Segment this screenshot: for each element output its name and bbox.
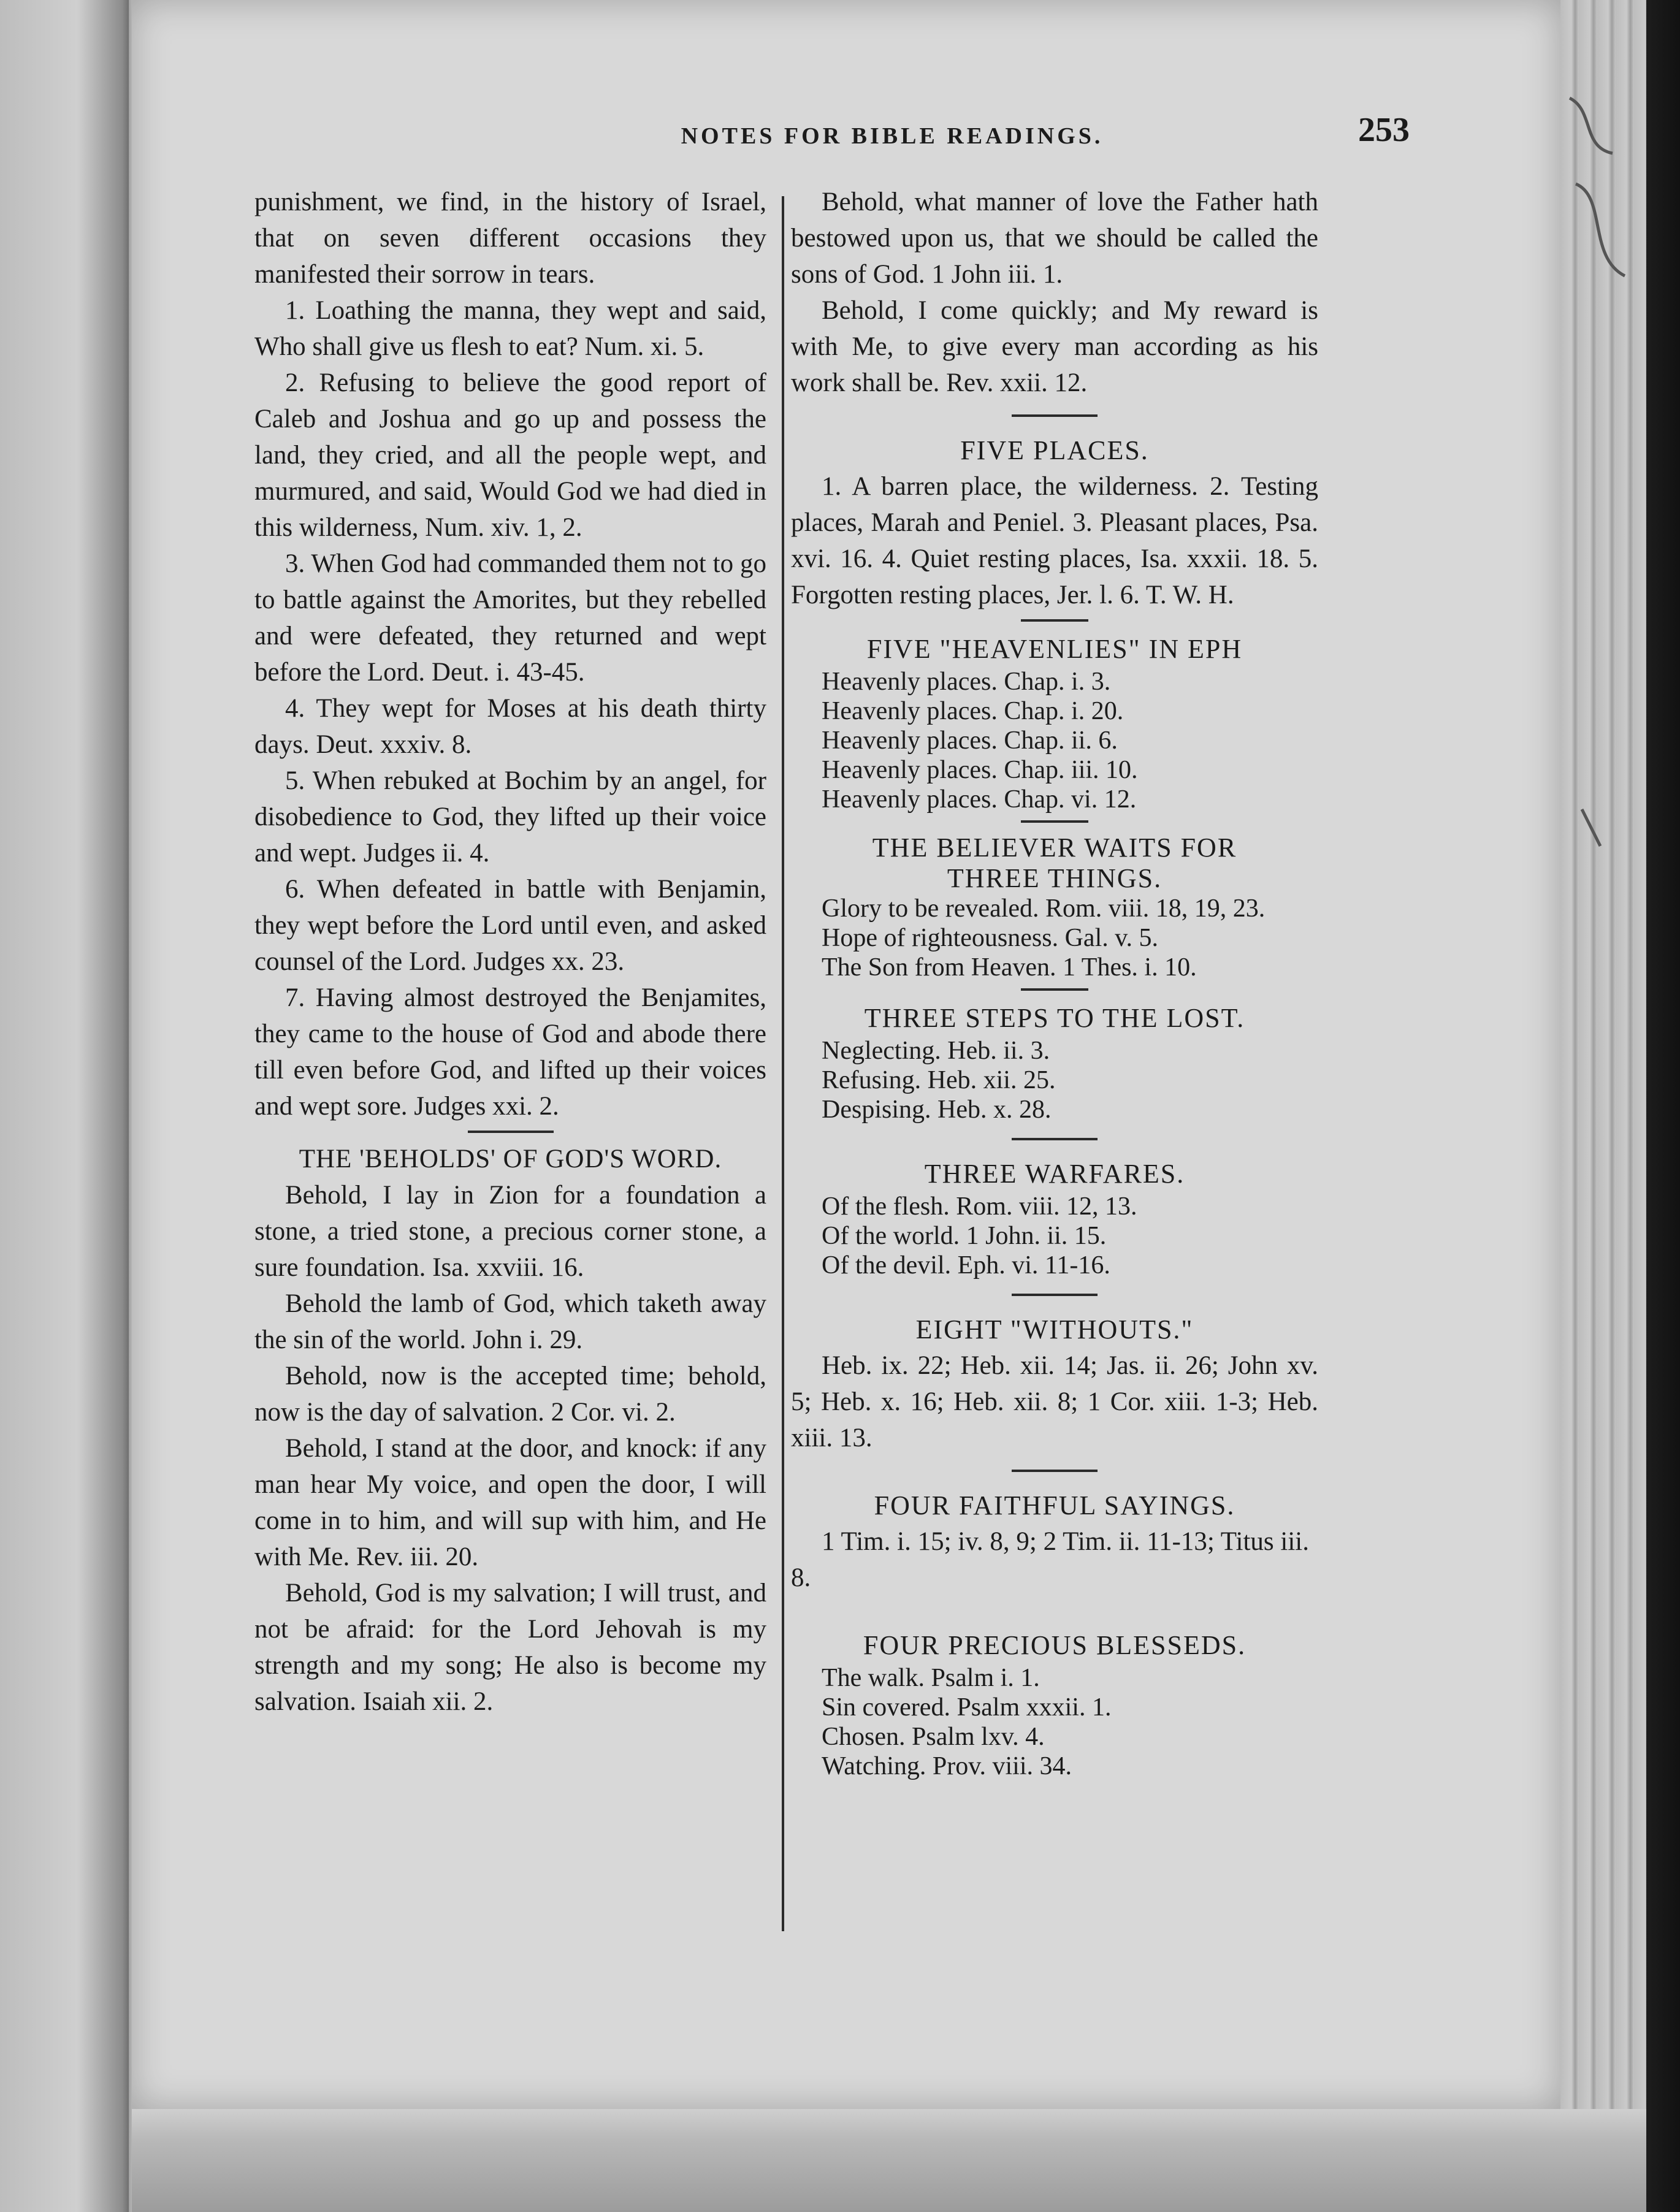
five-places-text: 1. A barren place, the wilderness. 2. Testing places, Marah and Peniel. 3. Pleasant places, Psa. xvi. 16. 4. Quiet resting places, Isa. xxxii. 18. 5. Forgotten resting places, Jer. l. 6. T. W. H. — [791, 472, 1318, 609]
beholds-heading: THE 'BEHOLDS' OF GOD'S WORD. — [299, 1145, 722, 1173]
three-warfares-line: Of the world. 1 John. ii. 15. — [822, 1222, 1107, 1250]
behold-verse: Behold, what manner of love the Father hath bestowed upon us, that we should be called the sons of God. 1 John iii. 1. — [791, 188, 1318, 289]
faithful-sayings-heading: FOUR FAITHFUL SAYINGS. — [874, 1490, 1235, 1520]
behold-verse: Behold, now is the accepted time; behold, now is the day of salvation. 2 Cor. vi. 2. — [254, 1362, 766, 1427]
section-rule — [1021, 820, 1088, 823]
three-steps-line: Despising. Heb. x. 28. — [822, 1096, 1052, 1124]
section-rule — [1012, 414, 1098, 417]
section-rule — [1012, 1609, 1098, 1612]
tears-item: 7. Having almost destroyed the Benjamites, they came to the house of God and abode there till even before God, and lifted up their voices and wept sore. Judges xxi. 2. — [254, 983, 766, 1121]
behold-verse: Behold, I lay in Zion for a foundation a stone, a tried stone, a precious corner stone, a sure foundation. Isa. xxviii. 16. — [254, 1181, 766, 1282]
heavenlies-line: Heavenly places. Chap. iii. 10. — [822, 756, 1138, 784]
behold-verse: Behold, God is my salvation; I will trust, and not be afraid: for the Lord Jehovah is my strength and my song; He also is become my salvation. Isaiah xii. 2. — [254, 1579, 766, 1716]
right-column — [791, 184, 1318, 1781]
heavenlies-line: Heavenly places. Chap. ii. 6. — [822, 727, 1118, 755]
tears-item: 3. When God had commanded them not to go to battle against the Amorites, but they rebelled and were defeated, they returned and wept before the Lord. Deut. i. 43-45. — [254, 549, 766, 687]
intro-paragraph: punishment, we find, in the history of Israel, that on seven different occasions they manifested their sorrow in tears. — [254, 188, 766, 289]
believer-waits-subheading: THREE THINGS. — [947, 863, 1163, 893]
three-warfares-heading: THREE WARFARES. — [924, 1159, 1185, 1189]
heavenlies-line: Heavenly places. Chap. i. 3. — [822, 668, 1111, 696]
heavenlies-line: Heavenly places. Chap. i. 20. — [822, 697, 1124, 725]
believer-waits-line: Glory to be revealed. Rom. viii. 18, 19, 23. — [822, 894, 1266, 923]
three-warfares-line: Of the devil. Eph. vi. 11-16. — [822, 1251, 1110, 1280]
section-rule — [1012, 1470, 1098, 1472]
page-number: 253 — [1358, 111, 1410, 149]
tears-item: 4. They wept for Moses at his death thirty days. Deut. xxxiv. 8. — [254, 694, 766, 759]
running-header: NOTES FOR BIBLE READINGS. — [681, 123, 1104, 149]
precious-blesseds-line: Watching. Prov. viii. 34. — [822, 1752, 1072, 1780]
three-steps-line: Neglecting. Heb. ii. 3. — [822, 1037, 1050, 1065]
column-divider — [782, 196, 784, 1931]
behold-verse: Behold the lamb of God, which taketh away the sin of the world. John i. 29. — [254, 1289, 766, 1354]
tears-item: 2. Refusing to believe the good report of Caleb and Joshua and go up and possess the land, they cried, and all the people wept, and murmured, and said, Would God we had died in this wilderness, Num. xiv. 1, 2. — [254, 368, 766, 542]
precious-blesseds-line: Sin covered. Psalm xxxii. 1. — [822, 1693, 1112, 1722]
believer-waits-line: The Son from Heaven. 1 Thes. i. 10. — [822, 953, 1197, 982]
eight-withouts-heading: EIGHT "WITHOUTS." — [915, 1314, 1194, 1344]
precious-blesseds-line: Chosen. Psalm lxv. 4. — [822, 1723, 1045, 1751]
precious-blesseds-line: The walk. Psalm i. 1. — [822, 1664, 1040, 1692]
section-rule — [1012, 1138, 1098, 1140]
margin-pencil-marks — [1557, 74, 1649, 932]
behold-verse: Behold, I come quickly; and My reward is with Me, to give every man according as his work shall be. Rev. xxii. 12. — [791, 296, 1318, 397]
behold-verse: Behold, I stand at the door, and knock: if any man hear My voice, and open the door, I will come in to him, and will sup with him, and He with Me. Rev. iii. 20. — [254, 1434, 766, 1571]
heavenlies-heading: FIVE "HEAVENLIES" IN EPH — [866, 634, 1243, 664]
five-places-heading: FIVE PLACES. — [960, 435, 1149, 465]
three-steps-line: Refusing. Heb. xii. 25. — [822, 1066, 1056, 1094]
section-rule — [1021, 619, 1088, 622]
section-rule — [1021, 988, 1088, 991]
eight-withouts-text: Heb. ix. 22; Heb. xii. 14; Jas. ii. 26; John xv. 5; Heb. x. 16; Heb. xii. 8; 1 Cor. xiii. 1-3; Heb. xiii. 13. — [791, 1351, 1318, 1452]
faithful-sayings-text: 1 Tim. i. 15; iv. 8, 9; 2 Tim. ii. 11-13; Titus iii. 8. — [791, 1527, 1309, 1592]
three-warfares-line: Of the flesh. Rom. viii. 12, 13. — [822, 1192, 1137, 1221]
page-bottom-edge — [132, 2109, 1646, 2212]
left-column — [254, 184, 766, 1720]
three-steps-heading: THREE STEPS TO THE LOST. — [864, 1003, 1245, 1033]
tears-item: 5. When rebuked at Bochim by an angel, for disobedience to God, they lifted up their voice and wept. Judges ii. 4. — [254, 766, 766, 868]
tears-item: 1. Loathing the manna, they wept and said, Who shall give us flesh to eat? Num. xi. 5. — [254, 296, 766, 361]
facing-page-edge — [0, 0, 129, 2212]
section-rule — [468, 1131, 554, 1133]
believer-waits-heading: THE BELIEVER WAITS FOR — [872, 833, 1237, 863]
section-rule — [1012, 1294, 1098, 1296]
tears-item: 6. When defeated in battle with Benjamin, they wept before the Lord until even, and asked counsel of the Lord. Judges xx. 23. — [254, 875, 766, 976]
heavenlies-line: Heavenly places. Chap. vi. 12. — [822, 785, 1137, 814]
believer-waits-line: Hope of righteousness. Gal. v. 5. — [822, 924, 1159, 952]
precious-blesseds-heading: FOUR PRECIOUS BLESSEDS. — [863, 1630, 1247, 1660]
